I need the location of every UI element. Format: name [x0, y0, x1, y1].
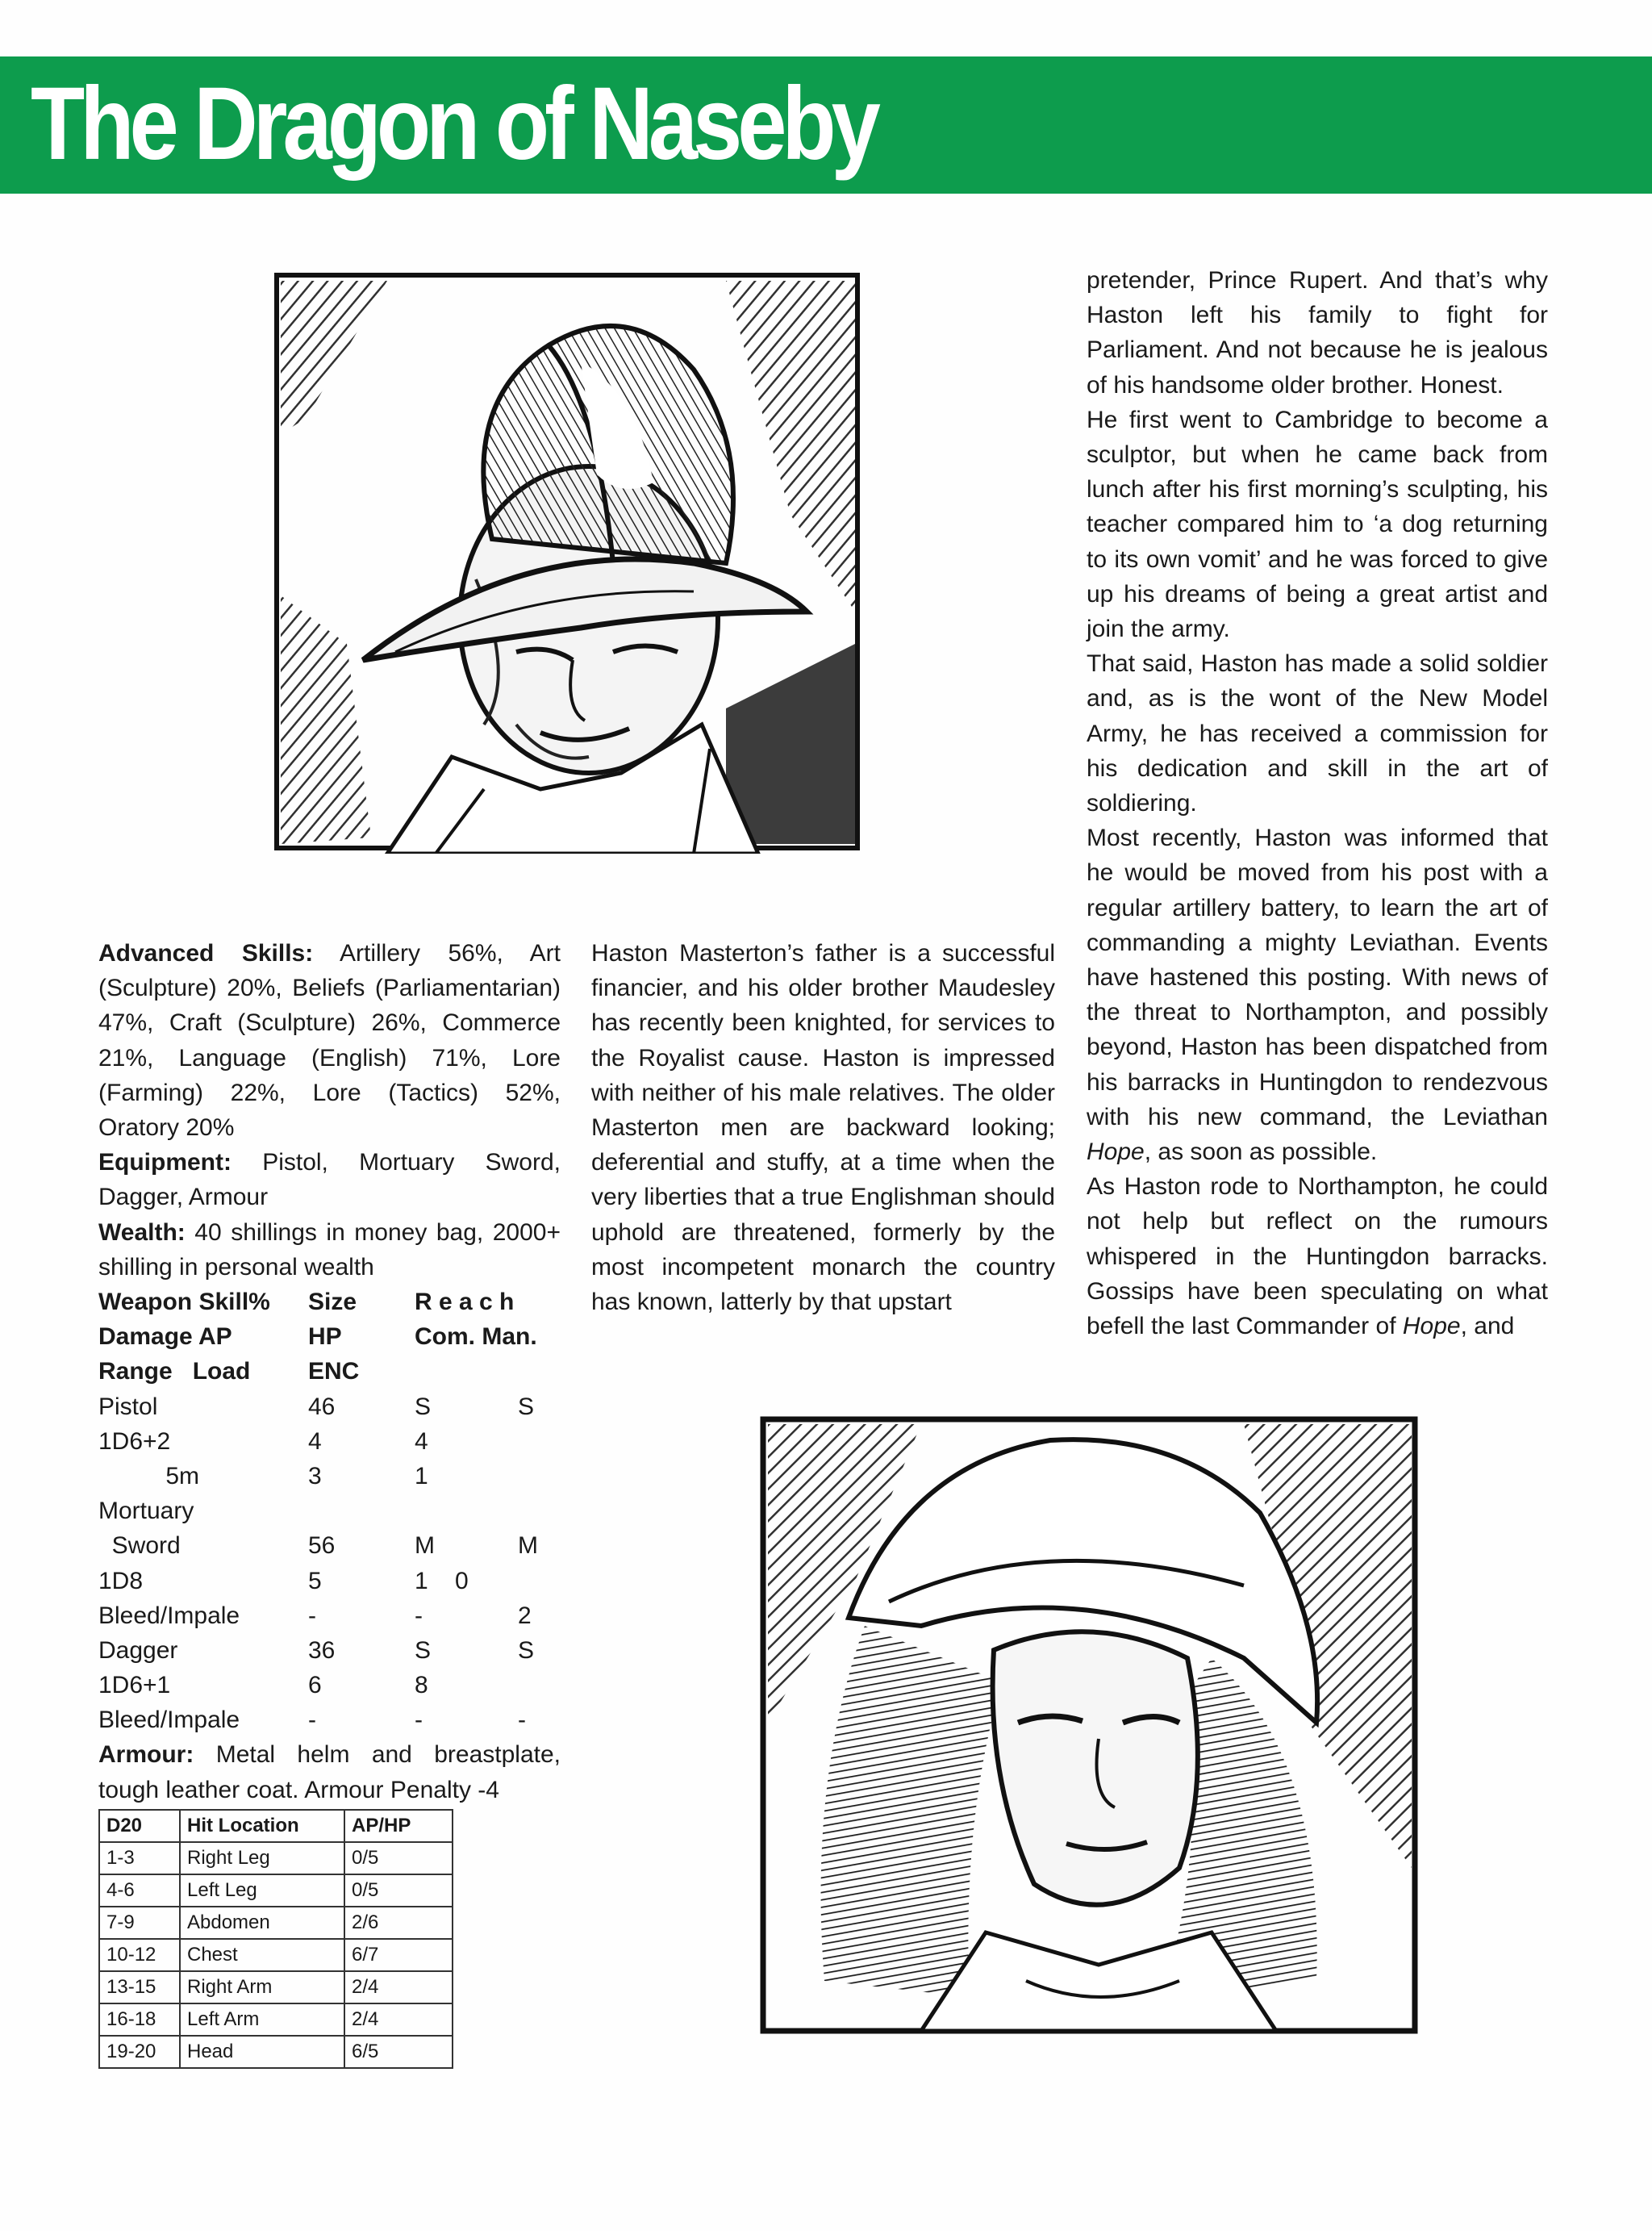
weapon-header-row: [98, 1354, 561, 1389]
table-cell: 13-15: [99, 1971, 180, 2003]
advanced-skills-label: Advanced Skills:: [98, 940, 314, 967]
weapon-cell: -: [308, 1602, 316, 1629]
table-row: [99, 1939, 453, 1971]
table-cell: 0/5: [344, 1842, 453, 1874]
table-cell: 6/5: [344, 2036, 453, 2068]
weapon-cell: Dagger: [98, 1636, 178, 1664]
weapon-cell: 56: [308, 1532, 336, 1560]
wealth-label: Wealth:: [98, 1218, 186, 1246]
page-title: The Dragon of Naseby: [31, 66, 876, 182]
weapon-header-cell: Com. Man.: [415, 1323, 537, 1351]
weapon-header-cell: HP: [308, 1323, 342, 1351]
right-column: [1087, 263, 1548, 1343]
table-cell: 4-6: [99, 1874, 180, 1907]
weapon-cell: Sword: [98, 1532, 181, 1560]
weapon-cell: 3: [308, 1462, 322, 1489]
long-haired-man-portrait: [760, 1416, 1421, 2037]
table-cell: 0/5: [344, 1874, 453, 1907]
table-cell: Right Arm: [180, 1971, 344, 2003]
weapon-cell: 5: [308, 1567, 322, 1594]
weapon-cell: S: [518, 1636, 535, 1664]
weapon-cell: 4: [415, 1427, 428, 1455]
weapon-cell: -: [518, 1707, 526, 1734]
table-cell: 1-3: [99, 1842, 180, 1874]
weapon-cell: 6: [308, 1672, 322, 1699]
helmeted-soldier-portrait: [274, 273, 863, 854]
armour-text: Metal helm and breastplate, tough leather coat. Armour Penalty -4: [98, 1741, 561, 1803]
weapon-header-cell: R e a c h: [415, 1289, 515, 1316]
table-cell: 19-20: [99, 2036, 180, 2068]
weapon-cell: Bleed/Impale: [98, 1602, 240, 1629]
weapon-cell: -: [308, 1707, 316, 1734]
armour: [98, 1737, 561, 1807]
weapon-cell: 1D6+2: [98, 1427, 171, 1455]
weapon-header-row: [98, 1285, 561, 1319]
weapon-header-cell: Damage AP: [98, 1323, 232, 1351]
paragraph-text: , as soon as possible.: [1144, 1138, 1378, 1166]
hit-table-header-row: [99, 1810, 453, 1842]
table-cell: 2/4: [344, 2003, 453, 2036]
paragraph: pretender, Prince Rupert. And that’s why Haston left his family to fight for Parliament. And not because he is jealous of his handsome older brother. Honest.: [1087, 267, 1548, 399]
equipment-text: Pistol, Mortuary Sword, Dagger, Armour: [98, 1149, 561, 1211]
weapon-cell: M: [415, 1532, 435, 1560]
hit-location-table: [98, 1809, 453, 2069]
weapon-cell: S: [415, 1393, 432, 1420]
weapon-cell: 1: [415, 1462, 428, 1489]
weapon-cell: 36: [308, 1636, 336, 1664]
equipment-label: Equipment:: [98, 1149, 232, 1176]
paragraph: He first went to Cambridge to become a sculptor, but when he came back from lunch after his first morning’s sculpting, his teacher compared him to ‘a dog returning to its own vomit’ and he was forced to give up his dreams of being a great artist and join the army.: [1087, 406, 1548, 643]
paragraph: [1087, 1169, 1548, 1343]
table-row: [99, 1971, 453, 2003]
weapon-table: [98, 1389, 561, 1738]
weapon-row: [98, 1459, 561, 1494]
paragraph: That said, Haston has made a solid soldier and, as is the wont of the New Model Army, he has received a commission for his dedication and skill in the art of soldiering.: [1087, 650, 1548, 817]
table-row: [99, 1907, 453, 1939]
table-cell: 7-9: [99, 1907, 180, 1939]
weapon-cell: 4: [308, 1427, 322, 1455]
weapon-cell: 5m: [98, 1462, 200, 1489]
weapon-row: [98, 1564, 561, 1598]
table-cell: Right Leg: [180, 1842, 344, 1874]
weapon-table-header: [98, 1285, 561, 1389]
weapon-cell: Mortuary: [98, 1498, 194, 1525]
advanced-skills: [98, 936, 561, 1285]
table-row: [99, 1874, 453, 1907]
weapon-cell: Bleed/Impale: [98, 1707, 240, 1734]
weapon-cell: 1D6+1: [98, 1672, 171, 1699]
armour-label: Armour:: [98, 1741, 194, 1769]
weapon-cell: S: [415, 1636, 432, 1664]
weapon-row: [98, 1702, 561, 1737]
weapon-cell: -: [415, 1602, 423, 1629]
weapon-cell: 46: [308, 1393, 336, 1420]
table-cell: Head: [180, 2036, 344, 2068]
table-cell: 2/4: [344, 1971, 453, 2003]
weapon-cell: 1 0: [415, 1567, 469, 1594]
weapon-header-cell: Range Load: [98, 1358, 251, 1385]
table-row: [99, 2003, 453, 2036]
table-cell: Left Leg: [180, 1874, 344, 1907]
stats-column: [98, 936, 561, 1807]
paragraph-text: , and: [1460, 1313, 1515, 1340]
weapon-cell: -: [415, 1707, 423, 1734]
table-cell: 16-18: [99, 2003, 180, 2036]
weapon-cell: 8: [415, 1672, 428, 1699]
weapon-cell: S: [518, 1393, 535, 1420]
weapon-header-cell: ENC: [308, 1358, 360, 1385]
hit-table-header-cell: AP/HP: [344, 1810, 453, 1842]
table-row: [99, 2036, 453, 2068]
paragraph: Haston Masterton’s father is a successful financier, and his older brother Maudesley has recently been knighted, for services to the Royalist cause. Haston is impressed with neither of his male relatives. The older Masterton men are backward looking; deferential and stuffy, at a time when the very liberties that a true Englishman should uphold are threatened, formerly by the most incompetent monarch the country has known, latterly by that upstart: [591, 940, 1055, 1316]
hit-table-header-cell: Hit Location: [180, 1810, 344, 1842]
weapon-cell: Pistol: [98, 1393, 158, 1420]
table-cell: 6/7: [344, 1939, 453, 1971]
table-cell: Abdomen: [180, 1907, 344, 1939]
weapon-header-row: [98, 1319, 561, 1354]
ship-name: Hope: [1087, 1138, 1145, 1166]
table-cell: 2/6: [344, 1907, 453, 1939]
table-cell: 10-12: [99, 1939, 180, 1971]
table-cell: Left Arm: [180, 2003, 344, 2036]
weapon-row: [98, 1668, 561, 1702]
weapon-cell: 1D8: [98, 1567, 144, 1594]
weapon-row: [98, 1633, 561, 1668]
middle-column: [591, 936, 1055, 1319]
weapon-row: [98, 1528, 561, 1563]
hit-table-header-cell: D20: [99, 1810, 180, 1842]
advanced-skills-text: Artillery 56%, Art (Sculpture) 20%, Beliefs (Parliamentarian) 47%, Craft (Sculpture) 26%, Commerce 21%, Language (English) 71%, Lore (Farming) 22%, Lore (Tactics) 52%, Oratory 20%: [98, 940, 561, 1142]
weapon-header-cell: Weapon Skill%: [98, 1289, 270, 1316]
paragraph-text: As Haston rode to Northampton, he could not help but reflect on the rumours whispered in the Huntingdon barracks. Gossips have been speculating on what befell the last Commander of: [1087, 1173, 1548, 1340]
weapon-row: [98, 1494, 561, 1528]
weapon-row: [98, 1424, 561, 1459]
weapon-cell: M: [518, 1532, 538, 1560]
wealth-text: 40 shillings in money bag, 2000+ shilling in personal wealth: [98, 1218, 561, 1281]
weapon-row: [98, 1389, 561, 1424]
ship-name: Hope: [1402, 1313, 1461, 1340]
paragraph-text: Most recently, Haston was informed that he would be moved from his post with a regular artillery battery, to learn the art of commanding a mighty Leviathan. Events have hastened this posting. With news of the threat to Northampton, and possibly beyond, Haston has been dispatched from his barracks in Huntingdon to rendezvous with his new command, the Leviathan: [1087, 825, 1548, 1130]
weapon-header-cell: Size: [308, 1289, 357, 1316]
paragraph: [1087, 821, 1548, 1169]
table-row: [99, 1842, 453, 1874]
weapon-cell: 2: [518, 1602, 532, 1629]
weapon-row: [98, 1598, 561, 1633]
table-cell: Chest: [180, 1939, 344, 1971]
